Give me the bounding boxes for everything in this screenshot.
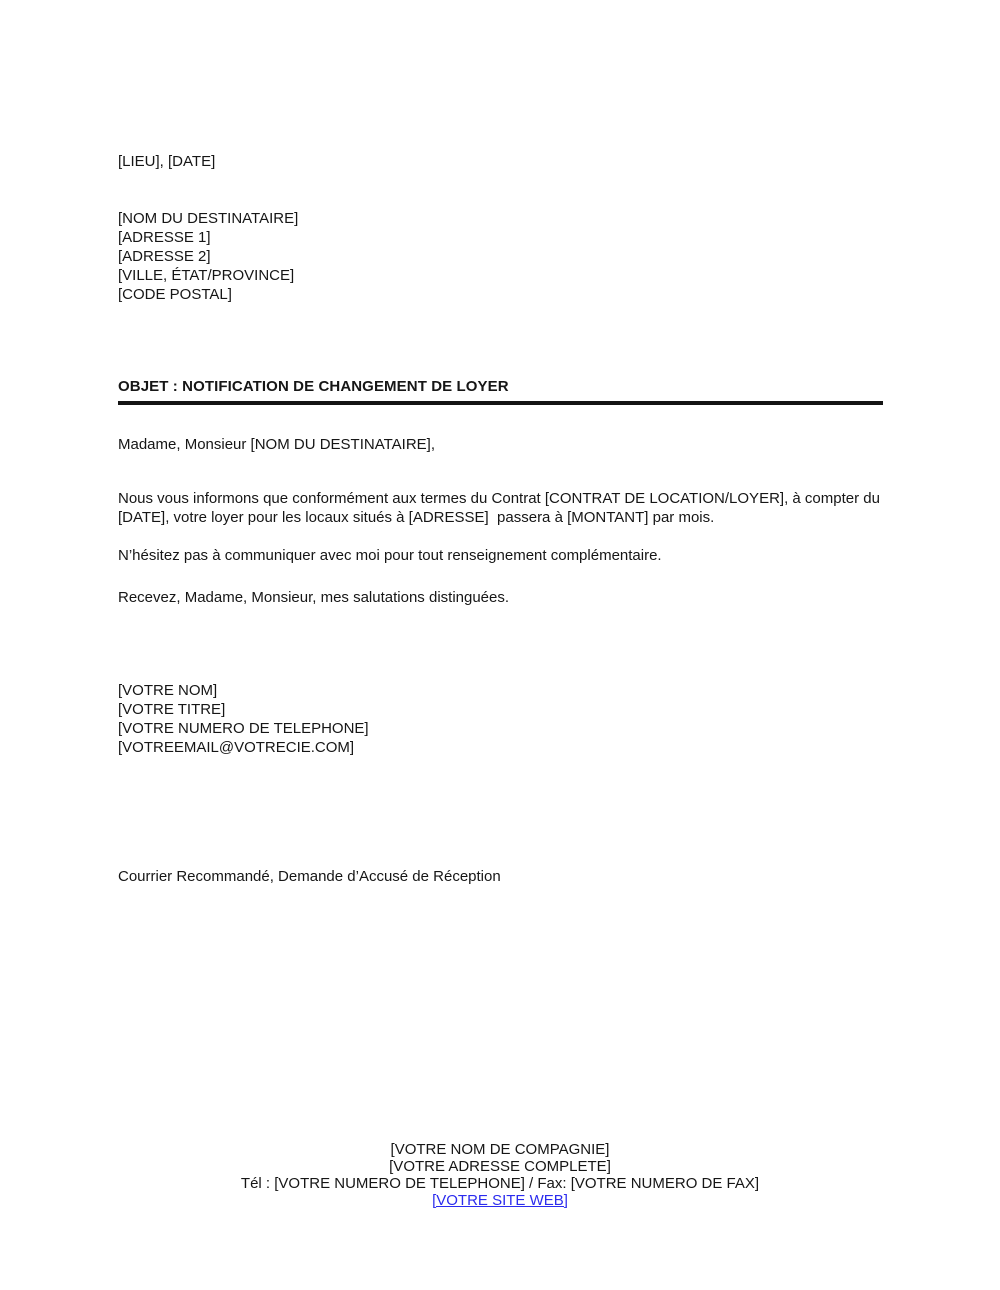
- subject-line: OBJET : NOTIFICATION DE CHANGEMENT DE LOYER: [118, 378, 509, 395]
- signature-title: [VOTRE TITRE]: [118, 701, 226, 718]
- signature-email: [VOTREEMAIL@VOTRECIE.COM]: [118, 739, 355, 756]
- dateline: [LIEU], [DATE]: [118, 153, 216, 170]
- recipient-postal-code: [CODE POSTAL]: [118, 286, 232, 303]
- recipient-block: [118, 209, 298, 304]
- recipient-address-2: [ADRESSE 2]: [118, 248, 211, 265]
- salutation: Madame, Monsieur [NOM DU DESTINATAIRE],: [118, 436, 436, 453]
- footer-company-name: [VOTRE NOM DE COMPAGNIE]: [390, 1141, 610, 1158]
- footer-website-link[interactable]: [VOTRE SITE WEB]: [432, 1192, 568, 1209]
- body-paragraph-rent-change: Nous vous informons que conformément aux termes du Contrat [CONTRAT DE LOCATION/LOYER], à compter du [DATE], votre loyer pour les locaux situés à [ADRESSE] passera à [MONTANT] par mois.: [118, 490, 885, 526]
- signature-name: [VOTRE NOM]: [118, 682, 218, 699]
- recipient-address-1: [ADRESSE 1]: [118, 229, 211, 246]
- recipient-name: [NOM DU DESTINATAIRE]: [118, 210, 299, 227]
- body-paragraph-closing: Recevez, Madame, Monsieur, mes salutations distinguées.: [118, 589, 510, 606]
- subject-underline-rule: [118, 401, 883, 405]
- footer-phone-fax: Tél : [VOTRE NUMERO DE TELEPHONE] / Fax: [VOTRE NUMERO DE FAX]: [240, 1175, 760, 1192]
- signature-phone: [VOTRE NUMERO DE TELEPHONE]: [118, 720, 369, 737]
- body-paragraph-contact: N’hésitez pas à communiquer avec moi pour tout renseignement complémentaire.: [118, 547, 662, 564]
- recipient-city-state: [VILLE, ÉTAT/PROVINCE]: [118, 267, 295, 284]
- mailing-note: Courrier Recommandé, Demande d’Accusé de Réception: [118, 868, 501, 885]
- footer: [0, 1141, 1000, 1209]
- footer-website-row: [0, 1192, 1000, 1209]
- signature-block: [118, 681, 369, 757]
- footer-company-address: [VOTRE ADRESSE COMPLETE]: [389, 1158, 611, 1175]
